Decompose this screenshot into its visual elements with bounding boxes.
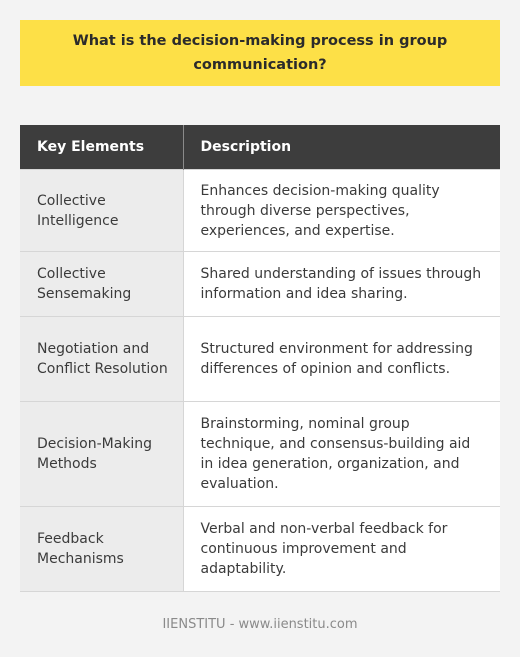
row-key-cell: Collective Sensemaking: [20, 252, 183, 317]
row-key-cell: Negotiation and Conflict Resolution: [20, 317, 183, 402]
row-key-cell: Decision-Making Methods: [20, 402, 183, 507]
key-elements-table: [20, 125, 500, 592]
footer-credit: IIENSTITU - www.iienstitu.com: [162, 617, 358, 632]
table-header-row: [20, 125, 500, 170]
row-description-cell: Brainstorming, nominal group technique, and consensus-building aid in idea generation, organization, and evaluation.: [183, 402, 500, 507]
header-description: Description: [183, 125, 500, 170]
page-title: What is the decision-making process in group communication?: [72, 33, 448, 73]
header-key-elements: Key Elements: [20, 125, 183, 170]
row-description-cell: Structured environment for addressing differences of opinion and conflicts.: [183, 317, 500, 402]
table-row: [20, 317, 500, 402]
table-row: [20, 252, 500, 317]
title-banner: [20, 20, 500, 86]
row-description-cell: Enhances decision-making quality through diverse perspectives, experiences, and expertise.: [183, 170, 500, 252]
row-key-cell: Collective Intelligence: [20, 170, 183, 252]
row-key-cell: Feedback Mechanisms: [20, 507, 183, 592]
row-description-cell: Shared understanding of issues through information and idea sharing.: [183, 252, 500, 317]
row-description-cell: Verbal and non-verbal feedback for continuous improvement and adaptability.: [183, 507, 500, 592]
table-row: [20, 170, 500, 252]
table-row: [20, 402, 500, 507]
table-row: [20, 507, 500, 592]
